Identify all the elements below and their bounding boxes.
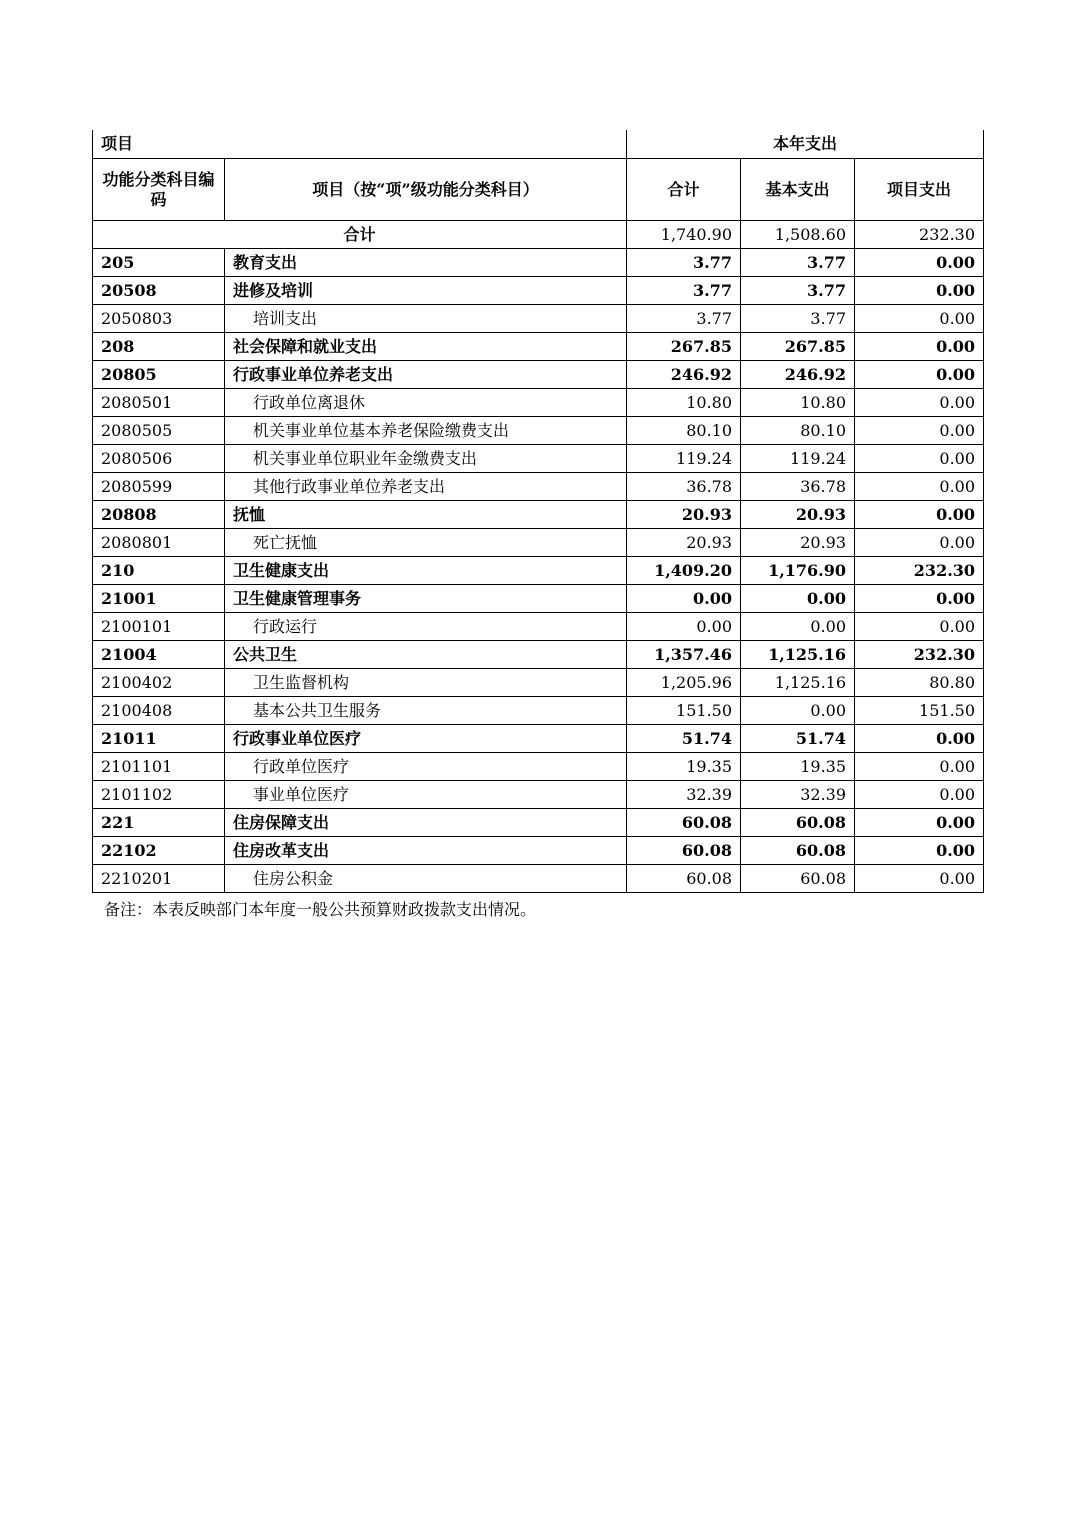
row-basic: 20.93 — [741, 501, 855, 529]
row-code: 2210201 — [93, 865, 225, 893]
table-row — [93, 501, 984, 529]
row-total: 20.93 — [627, 501, 741, 529]
row-name: 住房公积金 — [225, 865, 627, 893]
row-name: 教育支出 — [225, 249, 627, 277]
row-name: 抚恤 — [225, 501, 627, 529]
row-total: 10.80 — [627, 389, 741, 417]
row-basic: 3.77 — [741, 305, 855, 333]
row-code: 2080501 — [93, 389, 225, 417]
row-basic: 1,125.16 — [741, 669, 855, 697]
row-basic: 36.78 — [741, 473, 855, 501]
row-basic: 0.00 — [741, 613, 855, 641]
row-code: 2101101 — [93, 753, 225, 781]
row-basic: 10.80 — [741, 389, 855, 417]
row-code: 2080506 — [93, 445, 225, 473]
row-total: 1,409.20 — [627, 557, 741, 585]
row-name: 机关事业单位职业年金缴费支出 — [225, 445, 627, 473]
row-project: 232.30 — [855, 557, 984, 585]
row-code: 2101102 — [93, 781, 225, 809]
row-name: 机关事业单位基本养老保险缴费支出 — [225, 417, 627, 445]
row-basic: 32.39 — [741, 781, 855, 809]
row-project: 0.00 — [855, 333, 984, 361]
table-row — [93, 809, 984, 837]
row-name: 社会保障和就业支出 — [225, 333, 627, 361]
row-code: 2100402 — [93, 669, 225, 697]
table-row — [93, 753, 984, 781]
table-row — [93, 361, 984, 389]
row-code: 20508 — [93, 277, 225, 305]
row-name: 行政事业单位医疗 — [225, 725, 627, 753]
table-row — [93, 669, 984, 697]
row-project: 0.00 — [855, 389, 984, 417]
row-total: 51.74 — [627, 725, 741, 753]
row-total: 3.77 — [627, 305, 741, 333]
row-total: 1,205.96 — [627, 669, 741, 697]
row-total: 20.93 — [627, 529, 741, 557]
row-project: 232.30 — [855, 641, 984, 669]
row-basic: 3.77 — [741, 277, 855, 305]
row-basic: 51.74 — [741, 725, 855, 753]
row-project: 0.00 — [855, 725, 984, 753]
row-name: 行政事业单位养老支出 — [225, 361, 627, 389]
row-basic: 246.92 — [741, 361, 855, 389]
row-basic: 19.35 — [741, 753, 855, 781]
row-name: 住房改革支出 — [225, 837, 627, 865]
table-row — [93, 585, 984, 613]
table-row — [93, 389, 984, 417]
row-name: 进修及培训 — [225, 277, 627, 305]
row-name: 卫生健康管理事务 — [225, 585, 627, 613]
row-basic: 0.00 — [741, 585, 855, 613]
row-basic: 1,125.16 — [741, 641, 855, 669]
row-basic: 3.77 — [741, 249, 855, 277]
row-basic: 60.08 — [741, 837, 855, 865]
row-total: 119.24 — [627, 445, 741, 473]
row-project: 80.80 — [855, 669, 984, 697]
header-row-1 — [93, 130, 984, 159]
row-total: 0.00 — [627, 613, 741, 641]
row-total: 267.85 — [627, 333, 741, 361]
row-basic: 60.08 — [741, 809, 855, 837]
table-row — [93, 417, 984, 445]
row-project: 0.00 — [855, 249, 984, 277]
row-code: 2100101 — [93, 613, 225, 641]
row-total: 60.08 — [627, 837, 741, 865]
row-total: 36.78 — [627, 473, 741, 501]
table-row — [93, 781, 984, 809]
row-total: 1,357.46 — [627, 641, 741, 669]
row-project: 0.00 — [855, 613, 984, 641]
row-code: 221 — [93, 809, 225, 837]
row-total: 246.92 — [627, 361, 741, 389]
row-code: 2050803 — [93, 305, 225, 333]
row-name: 基本公共卫生服务 — [225, 697, 627, 725]
row-code: 21011 — [93, 725, 225, 753]
table-row — [93, 557, 984, 585]
row-name: 培训支出 — [225, 305, 627, 333]
row-code: 2080599 — [93, 473, 225, 501]
table-note: 备注：本表反映部门本年度一般公共预算财政拨款支出情况。 — [104, 900, 537, 919]
row-name: 事业单位医疗 — [225, 781, 627, 809]
table-row — [93, 865, 984, 893]
header-row-2 — [93, 159, 984, 221]
total-header: 合计 — [627, 159, 741, 221]
table-row — [93, 445, 984, 473]
grand-total-label: 合计 — [93, 221, 627, 249]
row-project: 0.00 — [855, 529, 984, 557]
table-row — [93, 613, 984, 641]
row-code: 20805 — [93, 361, 225, 389]
row-name: 卫生监督机构 — [225, 669, 627, 697]
row-total: 60.08 — [627, 809, 741, 837]
table-row — [93, 725, 984, 753]
table-row — [93, 641, 984, 669]
row-name: 公共卫生 — [225, 641, 627, 669]
row-project: 0.00 — [855, 417, 984, 445]
row-name: 卫生健康支出 — [225, 557, 627, 585]
row-total: 19.35 — [627, 753, 741, 781]
row-basic: 267.85 — [741, 333, 855, 361]
basic-header: 基本支出 — [741, 159, 855, 221]
row-basic: 1,176.90 — [741, 557, 855, 585]
row-name: 其他行政事业单位养老支出 — [225, 473, 627, 501]
table-row — [93, 473, 984, 501]
row-name: 行政单位离退休 — [225, 389, 627, 417]
grand-total-total: 1,740.90 — [627, 221, 741, 249]
row-code: 21004 — [93, 641, 225, 669]
code-header: 功能分类科目编码 — [93, 159, 225, 221]
row-total: 32.39 — [627, 781, 741, 809]
row-project: 0.00 — [855, 445, 984, 473]
row-code: 2080505 — [93, 417, 225, 445]
grand-total-basic: 1,508.60 — [741, 221, 855, 249]
row-code: 21001 — [93, 585, 225, 613]
row-name: 行政单位医疗 — [225, 753, 627, 781]
row-code: 2080801 — [93, 529, 225, 557]
row-project: 0.00 — [855, 781, 984, 809]
item-header: 项目 — [93, 130, 627, 159]
name-header: 项目（按“项”级功能分类科目） — [225, 159, 627, 221]
row-name: 住房保障支出 — [225, 809, 627, 837]
row-total: 80.10 — [627, 417, 741, 445]
row-project: 0.00 — [855, 305, 984, 333]
table-row — [93, 305, 984, 333]
row-name: 行政运行 — [225, 613, 627, 641]
row-total: 151.50 — [627, 697, 741, 725]
row-basic: 80.10 — [741, 417, 855, 445]
row-project: 0.00 — [855, 809, 984, 837]
row-project: 0.00 — [855, 501, 984, 529]
row-code: 210 — [93, 557, 225, 585]
table-row — [93, 333, 984, 361]
row-total: 60.08 — [627, 865, 741, 893]
row-project: 0.00 — [855, 753, 984, 781]
row-project: 0.00 — [855, 837, 984, 865]
table-row — [93, 277, 984, 305]
table-row — [93, 697, 984, 725]
row-code: 22102 — [93, 837, 225, 865]
row-project: 0.00 — [855, 277, 984, 305]
table-row — [93, 529, 984, 557]
row-basic: 20.93 — [741, 529, 855, 557]
current-year-spending-header: 本年支出 — [627, 130, 984, 159]
row-basic: 119.24 — [741, 445, 855, 473]
row-total: 0.00 — [627, 585, 741, 613]
row-project: 0.00 — [855, 585, 984, 613]
row-project: 0.00 — [855, 361, 984, 389]
row-name: 死亡抚恤 — [225, 529, 627, 557]
row-code: 2100408 — [93, 697, 225, 725]
row-basic: 0.00 — [741, 697, 855, 725]
row-code: 208 — [93, 333, 225, 361]
row-project: 151.50 — [855, 697, 984, 725]
grand-total-row — [93, 221, 984, 249]
row-total: 3.77 — [627, 249, 741, 277]
table-row — [93, 249, 984, 277]
budget-table — [92, 130, 984, 893]
table-row — [93, 837, 984, 865]
row-code: 20808 — [93, 501, 225, 529]
row-basic: 60.08 — [741, 865, 855, 893]
row-total: 3.77 — [627, 277, 741, 305]
project-header: 项目支出 — [855, 159, 984, 221]
row-code: 205 — [93, 249, 225, 277]
grand-total-project: 232.30 — [855, 221, 984, 249]
row-project: 0.00 — [855, 473, 984, 501]
row-project: 0.00 — [855, 865, 984, 893]
